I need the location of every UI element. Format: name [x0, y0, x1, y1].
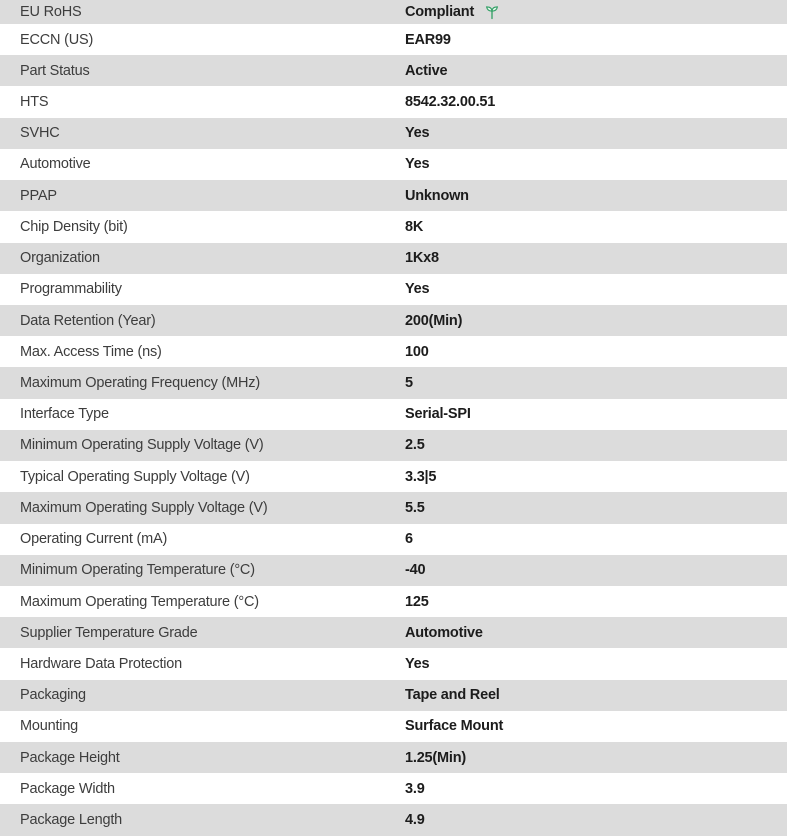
table-row — [0, 118, 787, 149]
spec-label: Operating Current (mA) — [20, 531, 168, 548]
spec-label: Automotive — [20, 156, 91, 173]
spec-value — [405, 469, 787, 485]
spec-value — [405, 375, 787, 391]
spec-value-text: 5 — [405, 375, 413, 392]
spec-value — [405, 594, 787, 610]
spec-value — [405, 562, 787, 578]
spec-value — [405, 4, 787, 20]
spec-value — [405, 718, 787, 734]
spec-label: Max. Access Time (ns) — [20, 343, 162, 360]
spec-value-text: EAR99 — [405, 31, 451, 48]
table-row — [0, 617, 787, 648]
table-row — [0, 274, 787, 305]
spec-value-text: Active — [405, 62, 448, 79]
spec-value-text: 100 — [405, 343, 429, 360]
leaf-icon[interactable] — [484, 5, 500, 20]
table-row — [0, 243, 787, 274]
spec-value-text: 125 — [405, 593, 429, 610]
spec-label: Mounting — [20, 718, 79, 735]
spec-label: Maximum Operating Supply Voltage (V) — [20, 499, 268, 516]
spec-label: Minimum Operating Temperature (°C) — [20, 562, 255, 579]
spec-value — [405, 313, 787, 329]
spec-value-text: Yes — [405, 156, 430, 173]
spec-label: Package Height — [20, 749, 120, 766]
spec-label: ECCN (US) — [20, 31, 94, 48]
spec-value-text: 2.5 — [405, 437, 425, 454]
spec-value-text: Automotive — [405, 624, 483, 641]
spec-label: Supplier Temperature Grade — [20, 624, 198, 641]
spec-value — [405, 437, 787, 453]
spec-value — [405, 625, 787, 641]
table-row — [0, 367, 787, 398]
spec-value-text: 6 — [405, 531, 413, 548]
table-row — [0, 399, 787, 430]
spec-label: Minimum Operating Supply Voltage (V) — [20, 437, 264, 454]
spec-value — [405, 812, 787, 828]
spec-value-text: 1Kx8 — [405, 250, 439, 267]
spec-value-text: Yes — [405, 125, 430, 142]
spec-value — [405, 32, 787, 48]
spec-value-text: -40 — [405, 562, 426, 579]
spec-value-text: Yes — [405, 655, 430, 672]
spec-label: Programmability — [20, 281, 122, 298]
spec-value — [405, 281, 787, 297]
spec-value-text: 3.9 — [405, 780, 425, 797]
spec-value-text: 1.25(Min) — [405, 749, 467, 766]
spec-label: Packaging — [20, 687, 86, 704]
table-row — [0, 711, 787, 742]
table-row — [0, 773, 787, 804]
spec-value-text: 8542.32.00.51 — [405, 94, 496, 111]
spec-label: Interface Type — [20, 406, 109, 423]
spec-label: Hardware Data Protection — [20, 655, 183, 672]
spec-label: Maximum Operating Frequency (MHz) — [20, 375, 260, 392]
table-row — [0, 680, 787, 711]
table-row — [0, 586, 787, 617]
table-row — [0, 86, 787, 117]
table-row — [0, 742, 787, 773]
spec-value — [405, 656, 787, 672]
spec-value — [405, 687, 787, 703]
spec-label: EU RoHS — [20, 4, 82, 20]
spec-value-text: Tape and Reel — [405, 687, 500, 704]
spec-value-text: 3.3|5 — [405, 468, 437, 485]
spec-label: SVHC — [20, 125, 60, 142]
spec-value — [405, 188, 787, 204]
table-row — [0, 524, 787, 555]
table-row — [0, 430, 787, 461]
spec-label: PPAP — [20, 187, 57, 204]
spec-value-text: 8K — [405, 218, 424, 235]
spec-label: Package Length — [20, 812, 123, 829]
spec-label: HTS — [20, 94, 49, 111]
table-row — [0, 180, 787, 211]
spec-value — [405, 781, 787, 797]
spec-value-text: Unknown — [405, 187, 469, 204]
spec-value-text: 4.9 — [405, 812, 425, 829]
spec-label: Data Retention (Year) — [20, 312, 156, 329]
table-row — [0, 336, 787, 367]
spec-label: Maximum Operating Temperature (°C) — [20, 593, 259, 610]
table-row — [0, 492, 787, 523]
spec-value-text: 5.5 — [405, 499, 425, 516]
table-row — [0, 24, 787, 55]
table-row — [0, 211, 787, 242]
spec-value — [405, 156, 787, 172]
spec-value — [405, 94, 787, 110]
spec-value — [405, 406, 787, 422]
spec-value — [405, 63, 787, 79]
spec-label: Part Status — [20, 62, 90, 79]
spec-label: Organization — [20, 250, 100, 267]
table-row — [0, 0, 787, 24]
spec-value-text: Yes — [405, 281, 430, 298]
table-row — [0, 305, 787, 336]
table-row — [0, 149, 787, 180]
spec-value-text: Compliant — [405, 4, 475, 20]
spec-value — [405, 344, 787, 360]
spec-label: Chip Density (bit) — [20, 218, 128, 235]
spec-value — [405, 250, 787, 266]
table-row — [0, 555, 787, 586]
spec-value — [405, 531, 787, 547]
spec-value — [405, 219, 787, 235]
spec-value — [405, 125, 787, 141]
table-row — [0, 804, 787, 835]
spec-label: Package Width — [20, 780, 115, 797]
table-row — [0, 461, 787, 492]
table-row — [0, 648, 787, 679]
spec-value — [405, 500, 787, 516]
spec-value-text: 200(Min) — [405, 312, 463, 329]
spec-label: Typical Operating Supply Voltage (V) — [20, 468, 250, 485]
spec-value-text: Surface Mount — [405, 718, 504, 735]
table-row — [0, 55, 787, 86]
spec-value — [405, 750, 787, 766]
spec-value-text: Serial-SPI — [405, 406, 471, 423]
